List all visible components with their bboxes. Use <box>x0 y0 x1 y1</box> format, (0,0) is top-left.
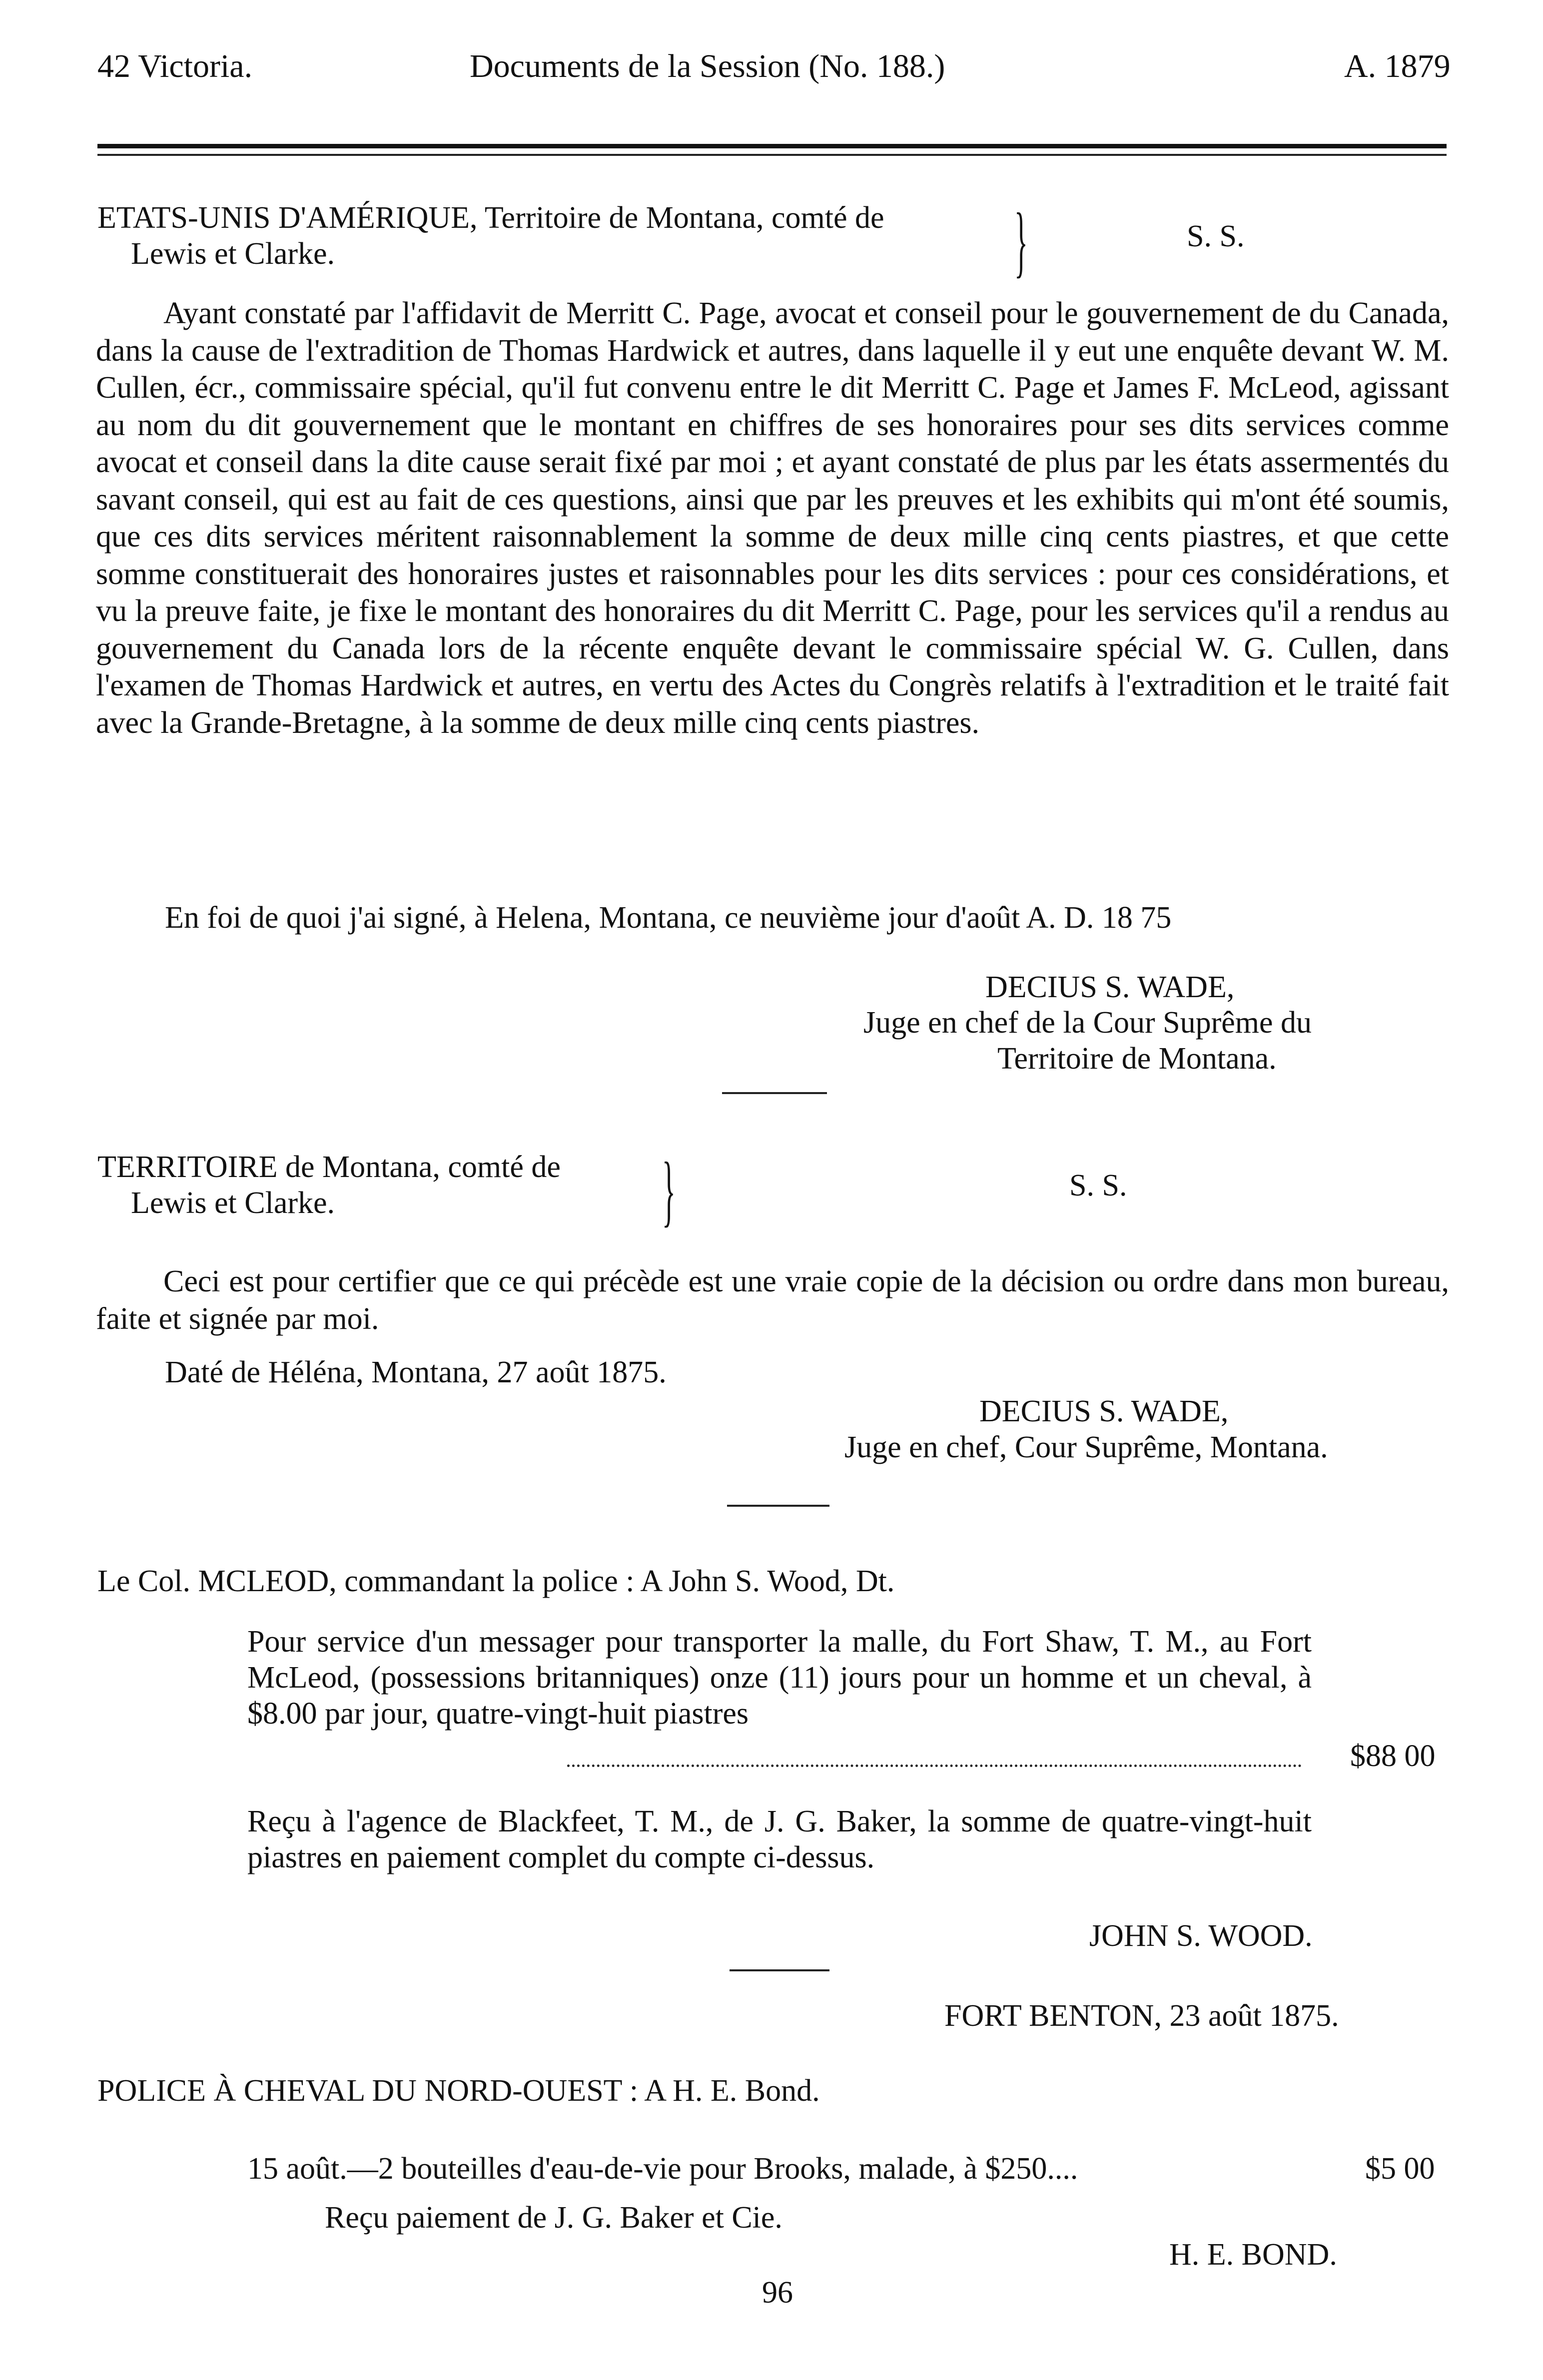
header-year: A. 1879 <box>1344 48 1451 84</box>
header-rule-thick <box>97 144 1447 148</box>
decision-body: Ayant constaté par l'affidavit de Merritt C. Page, avocat et conseil pour le gouvernement de du Canada, dans la cause de l'extradition de Thomas Hardwick et autres, dans laquelle il y eut une enquête devant W. M. Cullen, écr., commissaire spécial, qu'il fut convenu entre le dit Merritt C. Page et James F. McLeod, agissant au nom du dit gouvernement que le montant en chiffres de ses honoraires pour ses dits services comme avocat et conseil dans la dite cause serait fixé par moi ; et ayant constaté de plus par les états assermentés du savant conseil, qui est au fait de ces questions, ainsi que par les preuves et les exhibits qui m'ont été soumis, que ces dits services méritent raisonnablement la somme de deux mille cinq cents piastres, et que cette somme constituerait des honoraires justes et raisonnables pour les dits services : pour ces considérations, et vu la preuve faite, je fixe le montant des honoraires du dit Merritt C. Page, pour les services qu'il a rendus au gouvernement du Canada lors de la récente enquête devant le commissaire spécial W. G. Cullen, dans l'examen de Thomas Hardwick et autres, en vertu des Actes du Congrès relatifs à l'extradition et le traité fait avec la Grande-Bretagne, à la somme de deux mille cinq cents piastres. <box>96 296 1449 740</box>
venue-1-line2: Lewis et Clarke. <box>131 237 335 271</box>
account-signer: JOHN S. WOOD. <box>1089 1919 1313 1953</box>
account-receipt: Reçu à l'agence de Blackfeet, T. M., de J. G. Baker, la somme de quatre-vingt-huit piastres en paiement complet du compte ci-dessus. <box>247 1804 1312 1874</box>
header-title: Documents de la Session (No. 188.) <box>470 48 945 84</box>
signature-2-title: Juge en chef, Cour Suprême, Montana. <box>844 1430 1328 1464</box>
venue-2-line2: Lewis et Clarke. <box>131 1186 335 1220</box>
signature-1-name: DECIUS S. WADE, <box>985 970 1235 1004</box>
signature-1-title-1: Juge en chef de la Cour Suprême du <box>863 1006 1312 1040</box>
police-item: 15 août.—2 bouteilles d'eau-de-vie pour Brooks, malade, à $250.... <box>247 2152 1078 2186</box>
police-heading: POLICE À CHEVAL DU NORD-OUEST : A H. E. Bond. <box>97 2074 820 2108</box>
account-amount: $88 00 <box>1350 1739 1436 1773</box>
venue-1-line1: ETATS-UNIS D'AMÉRIQUE, Territoire de Montana, comté de <box>97 201 884 235</box>
venue-2-line1: TERRITOIRE de Montana, comté de <box>97 1150 561 1184</box>
account-heading: Le Col. MCLEOD, commandant la police : A John S. Wood, Dt. <box>97 1564 895 1598</box>
ss-1: S. S. <box>1187 219 1245 253</box>
ss-2: S. S. <box>1069 1169 1127 1202</box>
header-rule-thin <box>97 154 1447 156</box>
separator-3 <box>730 1969 829 1971</box>
police-amount: $5 00 <box>1365 2152 1435 2186</box>
leader-dots-1 <box>567 1765 1302 1767</box>
brace-2: } <box>662 1146 676 1234</box>
certification-dated: Daté de Héléna, Montana, 27 août 1875. <box>165 1355 667 1389</box>
signature-1-title-2: Territoire de Montana. <box>997 1042 1277 1076</box>
separator-2 <box>727 1505 829 1507</box>
signature-2-name: DECIUS S. WADE, <box>979 1394 1229 1428</box>
decision-signed-line: En foi de quoi j'ai signé, à Helena, Montana, ce neuvième jour d'août A. D. 18 75 <box>165 901 1172 935</box>
header-volume: 42 Victoria. <box>97 48 253 84</box>
account-item: Pour service d'un messager pour transporter la malle, du Fort Shaw, T. M., au Fort McLeod, (possessions britanniques) onze (11) jours pour un homme et un cheval, à $8.00 par jour, quatre-vingt-huit piastres <box>247 1625 1312 1731</box>
page-number: 96 <box>762 2276 793 2310</box>
police-signer: H. E. BOND. <box>1169 2238 1337 2272</box>
certification-body: Ceci est pour certifier que ce qui précède est une vraie copie de la décision ou ordre dans mon bureau, faite et signée par moi. <box>96 1264 1449 1336</box>
separator-1 <box>722 1092 827 1094</box>
police-receipt: Reçu paiement de J. G. Baker et Cie. <box>325 2201 782 2235</box>
brace-1: } <box>1014 196 1028 285</box>
account-place-date: FORT BENTON, 23 août 1875. <box>944 1999 1339 2033</box>
